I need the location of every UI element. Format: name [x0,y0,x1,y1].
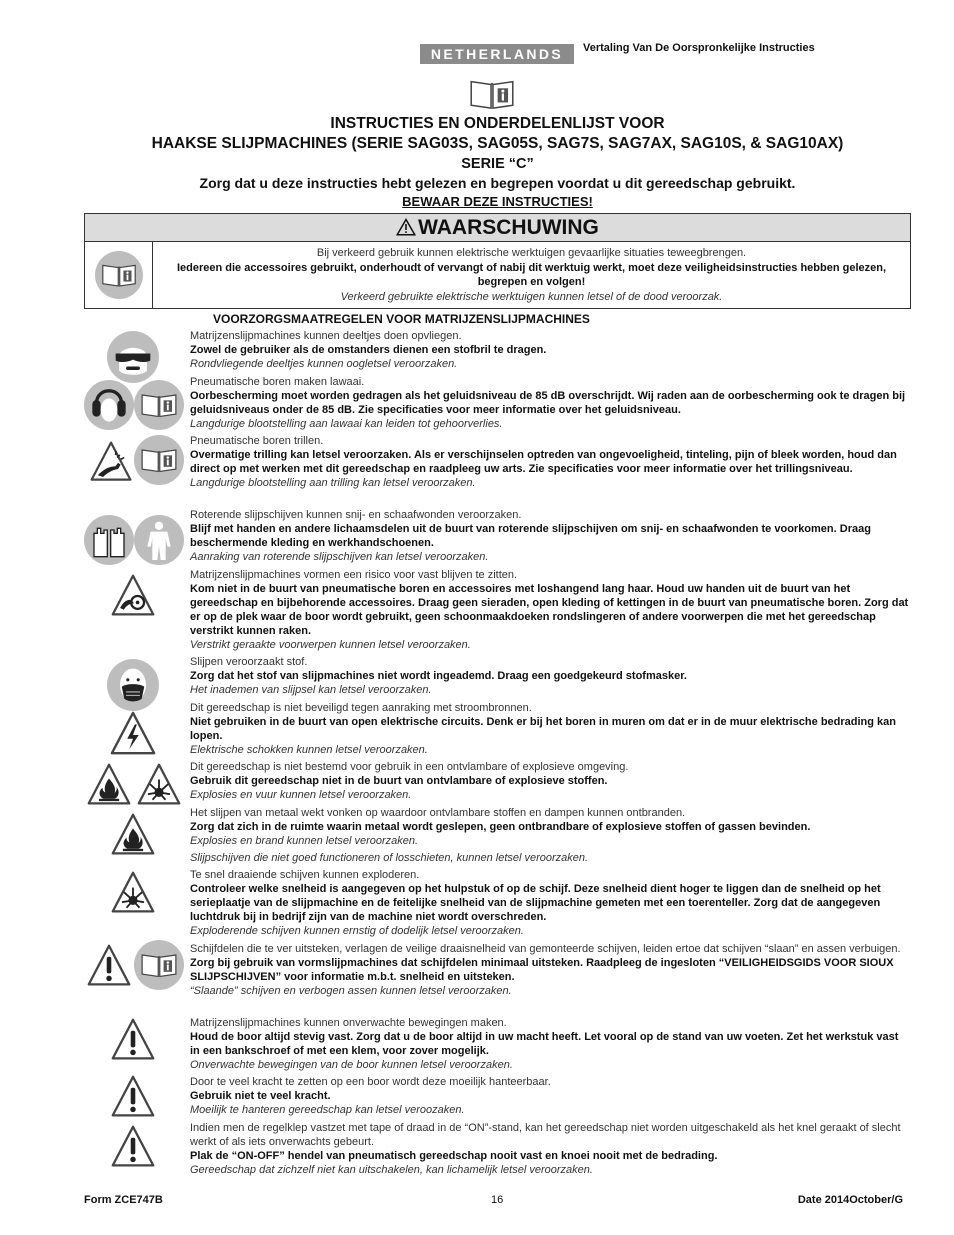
caution-icon [108,1017,158,1063]
footer-form-number: Form ZCE747B [84,1194,163,1206]
title-line-1: INSTRUCTIES EN ONDERDELENLIJST VOOR [330,115,665,132]
read-instructions-note: Zorg dat u deze instructies hebt gelezen en begrepen voordat u dit gereedschap gebruikt. [199,175,796,191]
dust-mask-icon [107,659,159,711]
section-heading: VOORZORGSMAATREGELEN VOOR MATRIJZENSLIJPMACHINES [213,312,590,326]
goggles-icon [107,331,159,383]
precaution-item: Matrijzenslijpmachines kunnen deeltjes doen opvliegen. Zowel de gebruiker als de omstanders dienen een stofbril te dragen. Rondvliegende deeltjes kunnen oogletsel veroorzaken. [190,330,547,370]
explosion-icon [108,870,158,916]
gloves-icon [84,515,134,565]
read-manual-icon [134,380,184,430]
precaution-item: Matrijzenslijpmachines kunnen onverwachte bewegingen maken. Houd de boor altijd stevig vast. Zorg dat u de boor altijd in uw macht heeft. Let vooral op de stand van uw voeten. Zet het werkstuk vast in een bankschroef of met een klem, voor zover mogelijk. Onverwachte bewegingen van de boor kunnen letsel veroorzaken. [190,1017,899,1071]
save-instructions-note: BEWAAR DEZE INSTRUCTIES! [402,194,593,209]
precaution-item: Dit gereedschap is niet bestemd voor gebruik in een ontvlambare of explosieve omgeving. Gebruik dit gereedschap niet in de buurt van ontvlambare of explosieve stoffen. Explosies en vuur kunnen letsel veroorzaken. [190,761,629,801]
warning-italic-text: Verkeerd gebruikte elektrische werktuigen kunnen letsel of de dood veroorzak. [340,290,723,303]
read-manual-icon [95,251,143,299]
precaution-item: Matrijzenslijpmachines vormen een risico voor vast blijven te zitten. Kom niet in de buurt van pneumatische boren en accessoires met loshangend lang haar. Houd uw handen uit de buurt van het gereedschap en bijbehorende accessoires. Draag geen sieraden, open kleding of kettingen in de buurt van pneumatische boren. Zorg dat er op de plek waar de boor wordt gebruikt, geen schoonmaakdoeken rondslingeren of andere voorwerpen die met het gereedschap verstrikt kunnen raken. Verstrikt geraakte voorwerpen kunnen letsel veroorzaken. [190,569,909,651]
precaution-item: Het slijpen van metaal wekt vonken op waardoor ontvlambare stoffen en dampen kunnen ontbranden. Zorg dat zich in de ruimte waarin metaal wordt geslepen, geen ontbrandbare of explosieve stoffen of gassen bevinden. Explosies en brand kunnen letsel veroorzaken. Slijpschijven die niet goed functioneren of losschieten, kunnen letsel veroorzaken. [190,807,811,864]
warning-title: WAARSCHUWING [418,216,599,239]
precaution-item: Te snel draaiende schijven kunnen exploderen. Controleer welke snelheid is aangegeven op het hulpstuk of op de schijf. Deze snelheid dient hoger te liggen dan de snelheid op het serieplaatje van de slijpmachine en de feitelijke snelheid van de slijpmachine gemeten met een toerenteller. Zorg dat de aangegeven luchtdruk bij in bedrijf zijn van de machine niet wordt overschreden. Exploderende schijven kunnen ernstig of dodelijk letsel veroorzaken. [190,869,881,937]
precaution-item: Door te veel kracht te zetten op een boor wordt deze moeilijk hanteerbaar. Gebruik niet te veel kracht. Moeilijk te hanteren gereedschap kan letsel veroozaken. [190,1076,551,1116]
warning-triangle-icon [396,218,416,236]
title-series: SERIE “C” [461,156,534,172]
precaution-item: Schijfdelen die te ver uitsteken, verlagen de veilige draaisnelheid van gemonteerde schijven, leiden ertoe dat schijven “slaan” en assen verbuigen. Zorg bij gebruik van vormslijpmachines dat schijfdelen minimaal uitsteken. Raadpleeg de ingesloten “VEILIGHEIDSGIDS VOOR SIOUX SLIJPSCHIJVEN” voor informatie m.b.t. snelheid en uitsteken. “Slaande” schijven en verbogen assen kunnen letsel veroorzaken. [190,943,901,997]
title-line-2: HAAKSE SLIJPMACHINES (SERIE SAG03S, SAG05S, SAG7S, SAG7AX, SAG10S, & SAG10AX) [151,135,844,152]
precaution-item: Slijpen veroorzaakt stof. Zorg dat het stof van slijpmachines niet wordt ingeademd. Draag een goedgekeurd stofmasker. Het inademen van slijpsel kan letsel veroorzaken. [190,656,687,696]
warning-box [84,213,911,309]
warning-body [85,242,910,308]
explosion-icon [134,762,184,808]
caution-icon [108,1124,158,1170]
fire-icon [84,762,134,808]
precaution-item: Roterende slijpschijven kunnen snij- en schaafwonden veroorzaken. Blijf met handen en andere lichaamsdelen uit de buurt van roterende slijpschijven om snij- en schaafwonden te voorkomen. Draag beschermende kleding en werkhandschoenen. Aanraking van roterende slijpschijven kan letsel veroorzaken. [190,509,871,563]
caution-icon [108,1074,158,1120]
electric-shock-icon [108,710,158,758]
warning-bold-text: Iedereen die accessoires gebruikt, onderhoudt of vervangt of nabij dit werktuig werkt, moet deze veiligheidsinstructies hebben gelezen, begrepen en volgen! [176,261,887,288]
manual-book-icon [467,76,517,110]
translation-note: Vertaling Van De Oorspronkelijke Instructies [583,42,815,54]
document-title-block [84,114,911,211]
fire-icon [108,812,158,858]
entanglement-icon [108,573,158,619]
country-tag: NETHERLANDS [420,44,574,64]
vibration-icon [87,440,135,484]
footer-date: Date 2014October/G [797,1194,903,1206]
caution-icon [84,943,134,989]
warning-header [85,214,910,242]
warning-light-text: Bij verkeerd gebruik kunnen elektrische werktuigen gevaarlijke situaties teweegbrengen. [316,247,747,259]
precaution-item: Dit gereedschap is niet beveiligd tegen aanraking met stroombronnen. Niet gebruiken in de buurt van open elektrische circuits. Denk er bij het boren in muren om dat er in de muur elektrische bedrading kan lopen. Elektrische schokken kunnen letsel veroorzaken. [190,702,896,756]
footer-page-number: 16 [491,1194,504,1206]
precaution-item: Pneumatische boren trillen. Overmatige trilling kan letsel veroorzaken. Als er verschijnselen optreden van ongevoeligheid, tinteling, pijn of bleek worden, houd dan direct op met werken met dit gereedschap en raadpleeg uw arts. Zie specificaties voor meer informatie over het trillingsniveau. Langdurige blootstelling aan trilling kan letsel veroorzaken. [190,435,897,489]
ear-protection-icon [84,380,134,430]
precaution-item: Indien men de regelklep vastzet met tape of draad in de “ON”-stand, kan het gereedschap niet worden uitgeschakeld als het knel geraakt of slecht werkt of als iets onverwachts gebeurt. Plak de “ON-OFF” hendel van pneumatisch gereedschap nooit vast en knoei nooit met de bedrading. Gereedschap dat zichzelf niet kan uitschakelen, kan lichamelijk letsel veroorzaken. [190,1122,901,1176]
read-manual-icon [134,435,184,485]
warning-icon-cell [85,242,153,308]
precaution-item: Pneumatische boren maken lawaai. Oorbescherming moet worden gedragen als het geluidsniveau de 85 dB overschrijdt. Wij raden aan de oorbescherming ook te dragen bij geluidsniveaus onder de 85 dB. Zie specificaties voor meer informatie over het geluidsniveau. Langdurige blootstelling aan lawaai kan leiden tot gehoorverlies. [190,376,906,430]
protective-clothing-icon [134,515,184,565]
warning-text [153,246,910,304]
read-manual-icon [134,940,184,990]
